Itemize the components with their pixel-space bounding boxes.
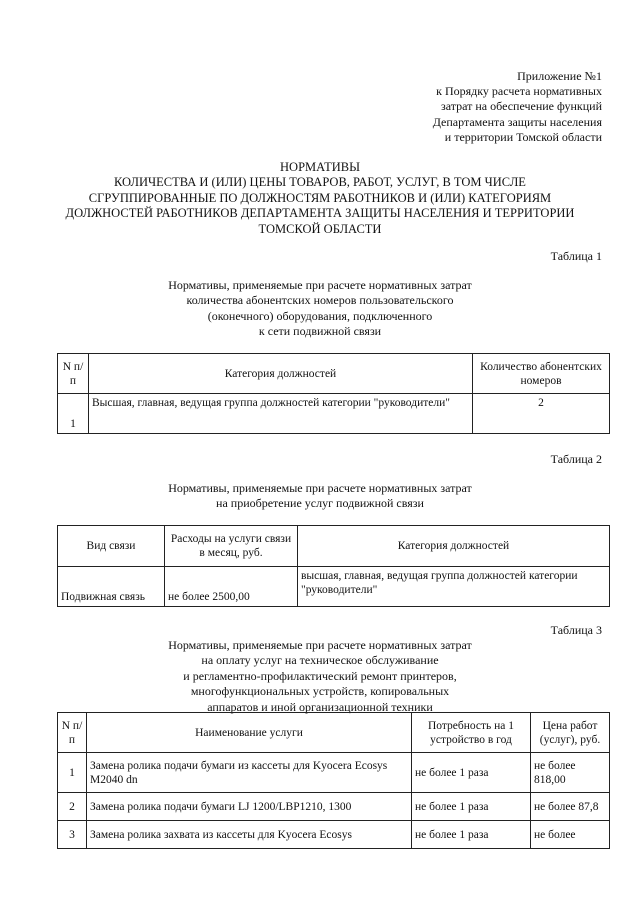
table2-label: Таблица 2	[550, 452, 602, 466]
header-cell: Цена работ (услуг), руб.	[531, 713, 610, 753]
cell: высшая, главная, ведущая группа должностей категории "руководители"	[298, 567, 610, 607]
table-row	[58, 394, 610, 434]
table3-label: Таблица 3	[550, 623, 602, 637]
title-line: КОЛИЧЕСТВА И (ИЛИ) ЦЕНЫ ТОВАРОВ, РАБОТ, УСЛУГ, В ТОМ ЧИСЛЕ	[114, 175, 526, 190]
cell: не более 818,00	[531, 753, 610, 793]
appendix-line: затрат на обеспечение функций	[440, 99, 602, 114]
caption-line: на оплату услуг на техническое обслуживание	[201, 653, 439, 668]
document-title	[0, 160, 640, 237]
table-row	[58, 753, 610, 793]
cell: 2	[58, 793, 87, 821]
appendix-line: Приложение №1	[517, 69, 602, 83]
caption-line: и регламентно-профилактический ремонт принтеров,	[183, 668, 457, 683]
table1-label: Таблица 1	[550, 249, 602, 263]
title-line: СГРУППИРОВАННЫЕ ПО ДОЛЖНОСТЯМ РАБОТНИКОВ И (ИЛИ) КАТЕГОРИЯМ	[88, 190, 552, 205]
table2-caption	[0, 481, 640, 512]
cell: Замена ролика подачи бумаги LJ 1200/LBP1210, 1300	[87, 793, 412, 821]
header-cell: Потребность на 1 устройство в год	[412, 713, 531, 753]
caption-line: (оконечного) оборудования, подключенного	[207, 308, 433, 323]
title-line: ДОЛЖНОСТЕЙ РАБОТНИКОВ ДЕПАРТАМЕНТА ЗАЩИТЫ НАСЕЛЕНИЯ И ТЕРРИТОРИИ	[65, 206, 575, 221]
cell: Замена ролика подачи бумаги из кассеты для Kyocera Ecosys M2040 dn	[87, 753, 412, 793]
cell: 3	[58, 821, 87, 849]
table3-caption	[0, 638, 640, 715]
cell: Подвижная связь	[58, 567, 165, 607]
cell: Высшая, главная, ведущая группа должностей категории "руководители"	[89, 394, 473, 434]
table1	[57, 353, 610, 434]
header-cell: Наименование услуги	[87, 713, 412, 753]
table-header-row	[58, 354, 610, 394]
table-header-row	[58, 526, 610, 567]
cell: 2	[473, 394, 610, 434]
header-cell: Категория должностей	[89, 354, 473, 394]
caption-line: аппаратов и иной организационной техники	[207, 699, 433, 714]
table2	[57, 525, 610, 607]
header-cell: N п/п	[58, 354, 89, 394]
caption-line: количества абонентских номеров пользовательского	[186, 293, 454, 308]
cell: не более 1 раза	[412, 753, 531, 793]
caption-line: Нормативы, применяемые при расчете нормативных затрат	[168, 278, 472, 292]
cell: 1	[58, 753, 87, 793]
header-cell: Расходы на услуги связи в месяц, руб.	[165, 526, 298, 567]
table-row	[58, 793, 610, 821]
cell: не более 87,8	[531, 793, 610, 821]
cell: не более 1 раза	[412, 821, 531, 849]
cell: Замена ролика захвата из кассеты для Kyocera Ecosys	[87, 821, 412, 849]
table-row	[58, 567, 610, 607]
header-cell: Категория должностей	[298, 526, 610, 567]
cell: 1	[58, 394, 89, 434]
title-line: ТОМСКОЙ ОБЛАСТИ	[258, 221, 382, 236]
caption-line: на приобретение услуг подвижной связи	[216, 496, 424, 511]
caption-line: к сети подвижной связи	[258, 324, 382, 339]
cell: не более 1 раза	[412, 793, 531, 821]
table-header-row	[58, 713, 610, 753]
cell: не более	[531, 821, 610, 849]
appendix-block	[433, 69, 602, 145]
header-cell: Количество абонентских номеров	[473, 354, 610, 394]
title-line: НОРМАТИВЫ	[280, 160, 360, 174]
cell: не более 2500,00	[165, 567, 298, 607]
appendix-line: и территории Томской области	[444, 129, 602, 144]
caption-line: многофункциональных устройств, копировальных	[190, 684, 450, 699]
table3	[57, 712, 610, 849]
appendix-line: Департамента защиты населения	[432, 114, 602, 129]
header-cell: Вид связи	[58, 526, 165, 567]
header-cell: N п/п	[58, 713, 87, 753]
appendix-line: к Порядку расчета нормативных	[436, 84, 602, 99]
table-row	[58, 821, 610, 849]
caption-line: Нормативы, применяемые при расчете нормативных затрат	[168, 638, 472, 652]
caption-line: Нормативы, применяемые при расчете нормативных затрат	[168, 481, 472, 495]
table1-caption	[0, 278, 640, 340]
